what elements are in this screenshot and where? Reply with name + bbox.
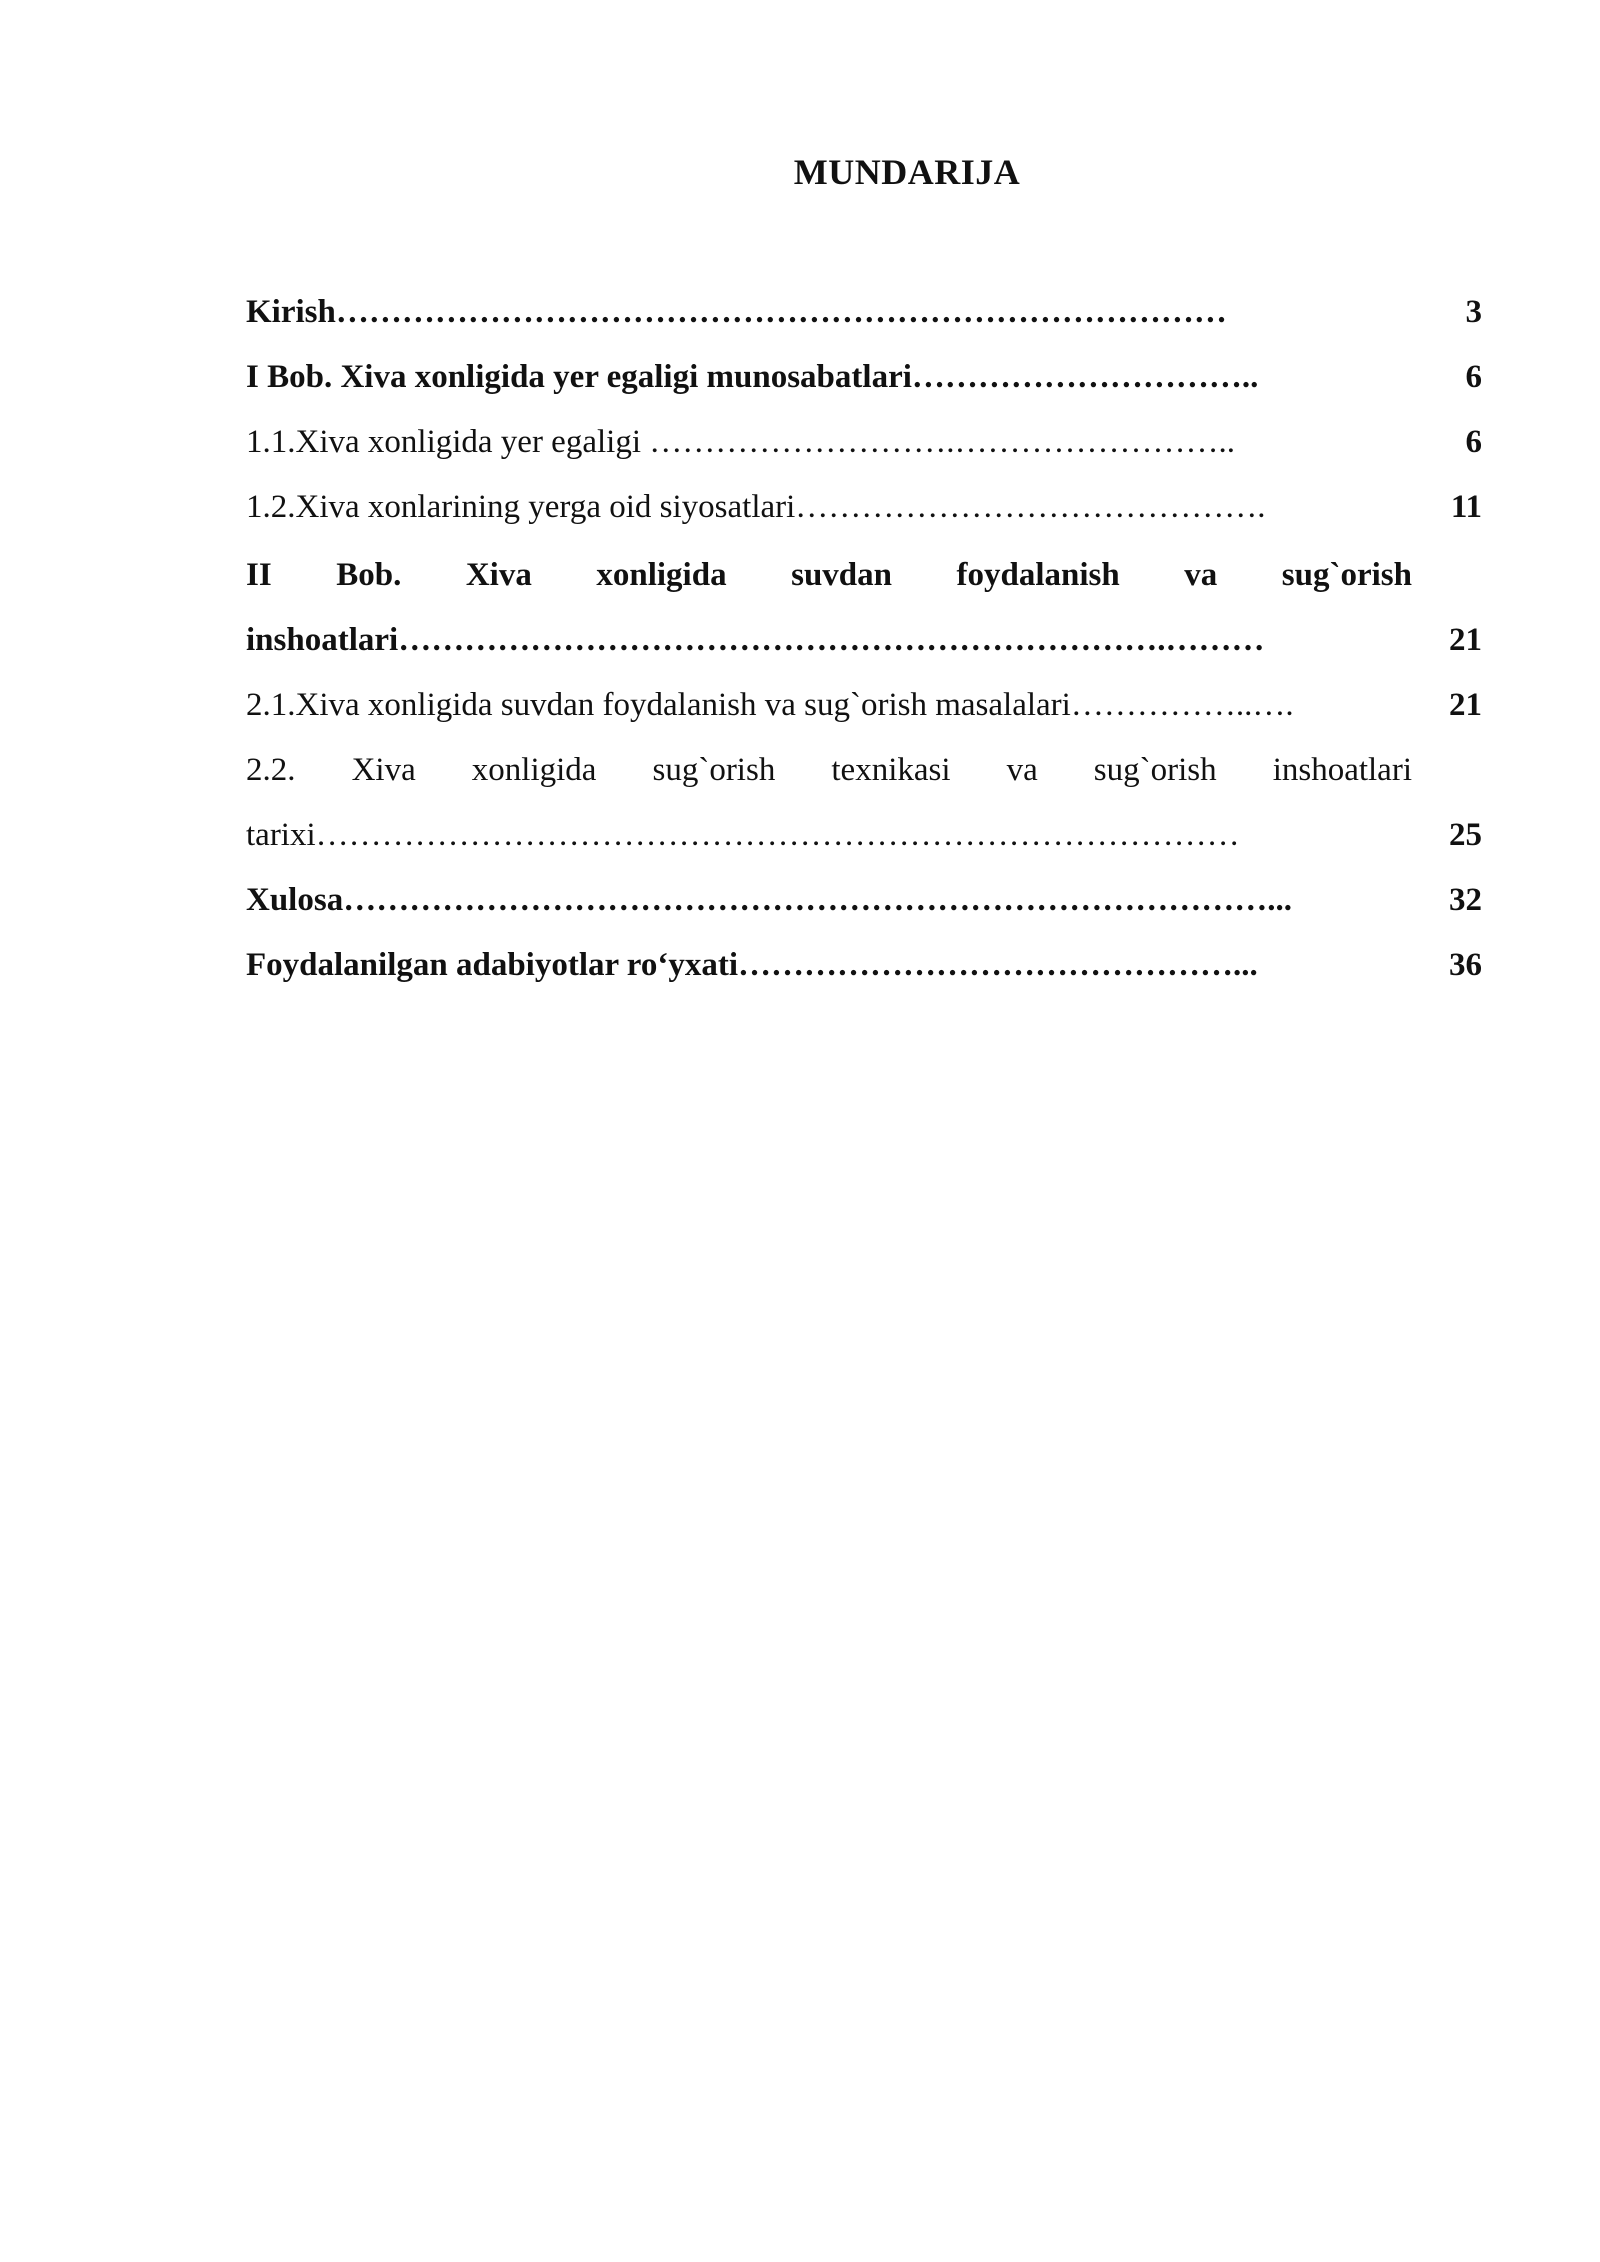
toc-entry-text: inshoatlari…………………………………………………………….……… — [246, 622, 1265, 658]
toc-entry-kirish — [246, 282, 1482, 347]
toc-entry-text: 2.2. Xiva xonligida sug`orish texnikasi va sug`orish inshoatlari — [246, 752, 1412, 788]
toc-page-number: 6 — [1465, 359, 1482, 395]
toc-entry-section-1-2 — [246, 477, 1482, 542]
toc-page-number: 21 — [1449, 622, 1482, 658]
toc-entry-section-2-2-line-2 — [246, 805, 1482, 870]
table-of-contents — [246, 282, 1482, 1000]
toc-entry-text: Xulosa…………………………………………………………………………... — [246, 882, 1292, 918]
toc-page-number: 32 — [1449, 882, 1482, 918]
toc-entry-text: 1.1.Xiva xonligida yer egaligi ……………………….…………………….. — [246, 424, 1235, 460]
toc-page-number: 11 — [1450, 489, 1482, 525]
toc-entry-xulosa — [246, 870, 1482, 935]
toc-entry-text: tarixi………………………………………………………………………… — [246, 817, 1240, 853]
toc-entry-chapter-2-line-1 — [246, 545, 1482, 610]
toc-entry-section-1-1 — [246, 412, 1482, 477]
toc-entry-chapter-2-line-2 — [246, 610, 1482, 675]
toc-page-number: 25 — [1449, 817, 1482, 853]
toc-entry-section-2-1 — [246, 675, 1482, 740]
toc-page-number: 36 — [1449, 947, 1482, 983]
toc-page-number: 6 — [1465, 424, 1482, 460]
toc-entry-text: Foydalanilgan adabiyotlar ro‘yxati………………………………………... — [246, 947, 1258, 983]
toc-entry-chapter-1 — [246, 347, 1482, 412]
page-title: MUNDARIJA — [793, 152, 1021, 192]
toc-entry-text: Kirish……………………………………………………………………… — [246, 294, 1227, 330]
toc-page-number: 21 — [1449, 687, 1482, 723]
toc-entry-text: II Bob. Xiva xonligida suvdan foydalanish va sug`orish — [246, 557, 1412, 593]
toc-page-number: 3 — [1465, 294, 1482, 330]
toc-entry-text: I Bob. Xiva xonligida yer egaligi munosabatlari………………………….. — [246, 359, 1259, 395]
toc-entry-text: 2.1.Xiva xonligida suvdan foydalanish va sug`orish masalalari……………..…. — [246, 687, 1294, 723]
toc-entry-bibliography — [246, 935, 1482, 1000]
toc-entry-text: 1.2.Xiva xonlarining yerga oid siyosatlari……………………………………. — [246, 489, 1266, 525]
toc-entry-section-2-2-line-1 — [246, 740, 1482, 805]
